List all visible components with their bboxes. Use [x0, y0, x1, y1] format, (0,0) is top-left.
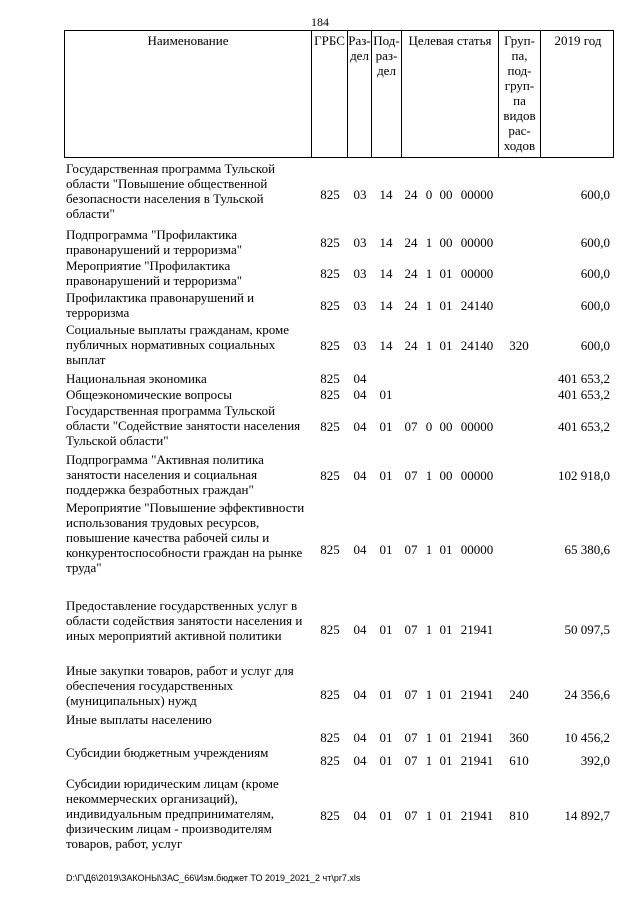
row-rz: 04 — [353, 419, 367, 434]
row-name: Социальные выплаты гражданам, кроме публичных нормативных социальных выплат — [66, 322, 289, 367]
row-rz: 03 — [353, 187, 367, 202]
row-cs3: 00 — [439, 419, 453, 434]
row-cs4: 21941 — [460, 730, 494, 745]
row-vr: 810 — [509, 808, 529, 823]
row-cs4: 00000 — [460, 235, 494, 250]
row-name: Общеэкономические вопросы — [66, 387, 232, 402]
row-cs2: 1 — [425, 687, 433, 702]
row-rz: 04 — [353, 753, 367, 768]
row-cs3: 01 — [439, 542, 453, 557]
row-name: Подпрограмма "Профилактика правонарушений и терроризма" — [66, 227, 243, 257]
row-cs1: 24 — [404, 187, 418, 202]
row-pr: 01 — [379, 687, 393, 702]
row-cs4: 24140 — [460, 338, 494, 353]
row-pr: 14 — [379, 338, 393, 353]
row-rz: 03 — [353, 266, 367, 281]
row-name: Мероприятие "Повышение эффективности использования трудовых ресурсов, повышение качества рабочей силы и конкурентоспособности граждан на рынке труда" — [66, 500, 305, 575]
row-cs4: 00000 — [460, 266, 494, 281]
row-grbs: 825 — [320, 542, 340, 557]
row-grbs: 825 — [320, 338, 340, 353]
row-name: Иные выплаты населению — [66, 712, 212, 727]
row-pr: 14 — [379, 235, 393, 250]
row-name: Государственная программа Тульской области "Повышение общественной безопасности населения в Тульской области" — [66, 161, 276, 221]
row-vr: 610 — [509, 753, 529, 768]
row-name: Предоставление государственных услуг в области содействия занятости населения и иных мероприятий активной политики — [66, 598, 303, 643]
row-cs3: 00 — [439, 187, 453, 202]
row-name: Иные закупки товаров, работ и услуг для обеспечения государственных (муниципальных) нужд — [66, 663, 294, 708]
row-name: Субсидии бюджетным учреждениям — [66, 745, 269, 760]
row-pr: 01 — [379, 387, 393, 402]
row-rz: 03 — [353, 338, 367, 353]
row-vr: 240 — [509, 687, 529, 702]
row-cs4: 00000 — [460, 468, 494, 483]
row-cs4: 24140 — [460, 298, 494, 313]
row-cs4: 00000 — [460, 542, 494, 557]
row-rz: 03 — [353, 235, 367, 250]
row-cs3: 01 — [439, 622, 453, 637]
row-amount: 401 653,2 — [558, 387, 610, 402]
row-grbs: 825 — [320, 753, 340, 768]
row-pr: 01 — [379, 730, 393, 745]
row-grbs: 825 — [320, 419, 340, 434]
row-grbs: 825 — [320, 387, 340, 402]
row-amount: 401 653,2 — [558, 371, 610, 386]
row-name: Национальная экономика — [66, 371, 207, 386]
row-pr: 01 — [379, 622, 393, 637]
row-cs2: 1 — [425, 542, 433, 557]
row-amount: 50 097,5 — [564, 622, 610, 637]
row-name: Подпрограмма "Активная политика занятости населения и социальная поддержка безработных граждан" — [66, 452, 264, 497]
row-amount: 65 380,6 — [564, 542, 610, 557]
row-cs1: 07 — [404, 687, 418, 702]
row-cs4: 00000 — [460, 419, 494, 434]
row-rz: 04 — [353, 371, 367, 386]
row-cs4: 21941 — [460, 753, 494, 768]
row-grbs: 825 — [320, 298, 340, 313]
file-path: D:\Г\Д6\2019\ЗАКОНЫ\ЗАС_66\Изм.бюджет ТО 2019_2021_2 чт\pr7.xls — [66, 873, 361, 883]
row-cs2: 0 — [425, 419, 433, 434]
header-right-border — [613, 31, 614, 158]
row-pr: 14 — [379, 298, 393, 313]
row-cs1: 24 — [404, 266, 418, 281]
row-cs2: 1 — [425, 338, 433, 353]
row-pr: 01 — [379, 419, 393, 434]
row-cs1: 07 — [404, 419, 418, 434]
row-name: Профилактика правонарушений и терроризма — [66, 290, 255, 320]
row-cs3: 01 — [439, 687, 453, 702]
row-amount: 600,0 — [580, 266, 610, 281]
row-name: Мероприятие "Профилактика правонарушений и терроризма" — [66, 258, 243, 288]
row-cs2: 1 — [425, 266, 433, 281]
row-cs1: 07 — [404, 730, 418, 745]
row-cs2: 1 — [425, 730, 433, 745]
row-cs1: 07 — [404, 622, 418, 637]
row-cs3: 01 — [439, 338, 453, 353]
row-vr: 320 — [509, 338, 529, 353]
row-rz: 04 — [353, 622, 367, 637]
row-cs3: 01 — [439, 753, 453, 768]
row-cs2: 1 — [425, 235, 433, 250]
row-grbs: 825 — [320, 808, 340, 823]
row-cs1: 24 — [404, 235, 418, 250]
row-amount: 102 918,0 — [558, 468, 610, 483]
table-header — [64, 30, 614, 158]
row-cs4: 21941 — [460, 687, 494, 702]
row-grbs: 825 — [320, 266, 340, 281]
row-vr: 360 — [509, 730, 529, 745]
row-cs3: 01 — [439, 298, 453, 313]
row-cs3: 01 — [439, 808, 453, 823]
row-cs2: 1 — [425, 298, 433, 313]
row-rz: 04 — [353, 542, 367, 557]
row-amount: 24 356,6 — [564, 687, 610, 702]
row-amount: 600,0 — [580, 338, 610, 353]
header-name: Наименование — [65, 31, 312, 158]
row-cs2: 1 — [425, 753, 433, 768]
row-grbs: 825 — [320, 235, 340, 250]
row-grbs: 825 — [320, 371, 340, 386]
row-grbs: 825 — [320, 687, 340, 702]
row-rz: 04 — [353, 808, 367, 823]
row-cs4: 21941 — [460, 622, 494, 637]
row-cs2: 0 — [425, 187, 433, 202]
row-rz: 04 — [353, 687, 367, 702]
row-cs1: 07 — [404, 468, 418, 483]
header-target: Целевая статья — [402, 31, 499, 158]
row-rz: 04 — [353, 730, 367, 745]
row-pr: 14 — [379, 266, 393, 281]
row-name: Государственная программа Тульской области "Содействие занятости населения Тульской области" — [66, 403, 301, 448]
row-pr: 01 — [379, 753, 393, 768]
row-amount: 401 653,2 — [558, 419, 610, 434]
row-pr: 01 — [379, 468, 393, 483]
header-grbs: ГРБС — [312, 31, 348, 158]
row-amount: 392,0 — [580, 753, 610, 768]
row-amount: 600,0 — [580, 298, 610, 313]
row-amount: 600,0 — [580, 235, 610, 250]
row-cs2: 1 — [425, 808, 433, 823]
row-pr: 01 — [379, 808, 393, 823]
row-cs1: 07 — [404, 753, 418, 768]
row-cs2: 1 — [425, 622, 433, 637]
row-amount: 14 892,7 — [564, 808, 610, 823]
row-cs1: 24 — [404, 338, 418, 353]
row-grbs: 825 — [320, 187, 340, 202]
row-cs4: 21941 — [460, 808, 494, 823]
header-podrazdel: Под- раз- дел — [372, 31, 402, 158]
row-grbs: 825 — [320, 468, 340, 483]
row-cs3: 01 — [439, 266, 453, 281]
row-cs3: 01 — [439, 730, 453, 745]
row-amount: 10 456,2 — [564, 730, 610, 745]
row-cs3: 00 — [439, 235, 453, 250]
row-amount: 600,0 — [580, 187, 610, 202]
row-grbs: 825 — [320, 622, 340, 637]
row-cs1: 07 — [404, 542, 418, 557]
header-year: 2019 год — [554, 33, 602, 48]
row-cs2: 1 — [425, 468, 433, 483]
row-rz: 03 — [353, 298, 367, 313]
row-rz: 04 — [353, 468, 367, 483]
header-razdel: Раз- дел — [348, 31, 372, 158]
row-cs4: 00000 — [460, 187, 494, 202]
row-pr: 14 — [379, 187, 393, 202]
row-cs1: 24 — [404, 298, 418, 313]
row-cs3: 00 — [439, 468, 453, 483]
row-cs1: 07 — [404, 808, 418, 823]
row-grbs: 825 — [320, 730, 340, 745]
page-number: 184 — [311, 15, 329, 29]
row-name: Субсидии юридическим лицам (кроме некоммерческих организаций), индивидуальным предпринимателям, физическим лицам - производителям товаров, работ, услуг — [66, 776, 279, 851]
row-pr: 01 — [379, 542, 393, 557]
header-group: Груп- па, под- груп- па видов рас- ходов — [499, 31, 541, 158]
row-rz: 04 — [353, 387, 367, 402]
